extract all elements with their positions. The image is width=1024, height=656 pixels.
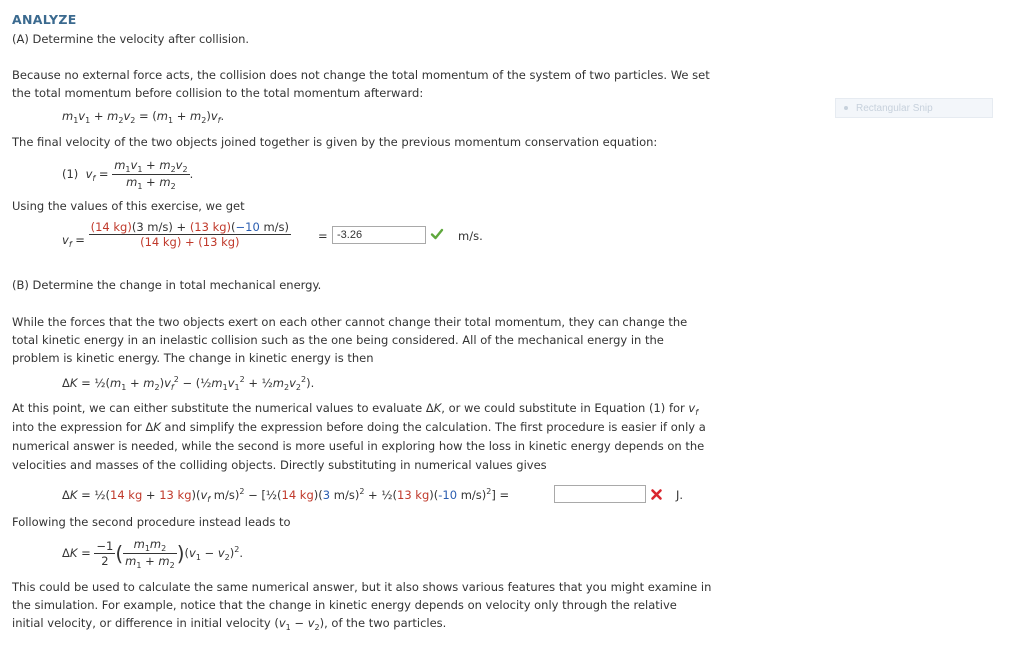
- vf-denominator: (14 kg) + (13 kg): [140, 235, 240, 249]
- closing-paragraph-line: the simulation. For example, notice that the change in kinetic energy depends on velocity only through the relative: [12, 598, 677, 612]
- checkmark-icon: [430, 227, 444, 244]
- equation-1: (1) $v_f$ = $\frac{m_1v_1 + m_2v_2}{m_1 + m_2}$ .: [62, 158, 194, 191]
- kinetic-energy-equation: $\Delta K = \frac{1}{2}(m_1 + m_2)v_f^2$ − ($\frac{1}{2}m_1v_1^2$ + $\frac{1}{2}m_2v_2^2$).: [62, 375, 315, 392]
- delta-k-answer-input[interactable]: [554, 485, 646, 503]
- section-heading: ANALYZE: [12, 12, 77, 27]
- part-a-paragraph-line: Using the values of this exercise, we get: [12, 199, 245, 213]
- part-a-paragraph-line: The final velocity of the two objects joined together is given by the previous momentum conservation equation:: [12, 135, 658, 149]
- delta-k-calculation: ΔK = ½(14 kg + 13 $kg)(v_f$ m/s)$^2$ − [½(14 kg)(3 m/s)$^2$ + ½(13 kg)(-10 m/s)$^2$] =: [62, 487, 510, 504]
- part-b-paragraph-line: While the forces that the two objects exert on each other cannot change their total momentum, they can change the: [12, 315, 688, 329]
- part-b-paragraph-line: total kinetic energy in an inelastic collision such as the one being considered. All of the mechanical energy in the: [12, 333, 664, 347]
- momentum-equation: $m_1v_1 + m_2v_2 = (m_1 + m_2)v_f$.: [62, 109, 225, 125]
- part-a-title: (A) Determine the velocity after collision.: [12, 32, 250, 46]
- part-b-paragraph-line: velocities and masses of the colliding objects. Directly substituting in numerical values gives: [12, 458, 547, 472]
- part-b-paragraph-line: problem is kinetic energy. The change in kinetic energy is then: [12, 351, 374, 365]
- part-a-paragraph-line: Because no external force acts, the collision does not change the total momentum of the system of two particles. We set: [12, 68, 710, 82]
- cross-icon: [650, 488, 663, 504]
- part-b-title: (B) Determine the change in total mechanical energy.: [12, 278, 322, 292]
- snip-dot-icon: [844, 106, 848, 110]
- part-b-paragraph-line: At this point, we can either substitute the numerical values to evaluate ΔK, or we could substitute in Equation (1) for $v_f$: [12, 401, 699, 417]
- rectangular-snip-tooltip: Rectangular Snip: [835, 98, 993, 118]
- closing-paragraph-line: This could be used to calculate the same numerical answer, but it also shows various features that you might examine in: [12, 580, 712, 594]
- delta-k-formula: ΔK = $\frac{-1}{2}$ ( $\frac{m_1m_2}{m_1 + m_2}$ )$(v_1 - v_2)^2$.: [62, 537, 244, 570]
- part-a-paragraph-line: the total momentum before collision to the total momentum afterward:: [12, 86, 424, 100]
- delta-k-unit: J.: [676, 488, 684, 502]
- part-b-paragraph-line: Following the second procedure instead leads to: [12, 515, 291, 529]
- velocity-answer-input[interactable]: -3.26: [332, 226, 426, 244]
- part-b-paragraph-line: into the expression for ΔK and simplify the expression before doing the calculation. The first procedure is easier if only a: [12, 420, 706, 434]
- vf-numerator: (14 kg)(3 m/s) + (13 kg)(−10 m/s): [90, 220, 290, 234]
- equation-number: (1): [62, 167, 79, 181]
- closing-paragraph-line: initial velocity, or difference in initial velocity $(v_1 - v_2)$, of the two particles.: [12, 616, 447, 632]
- part-b-paragraph-line: numerical answer is needed, while the second is more useful in exploring how the loss in kinetic energy depends on the: [12, 439, 705, 453]
- velocity-unit: m/s.: [458, 229, 483, 243]
- vf-calculation: $v_f$ = $\frac{(14 kg)(3 m/s) + (13 kg)(-10 m/s)}{(14 kg) + (13 kg)}$: [62, 220, 290, 249]
